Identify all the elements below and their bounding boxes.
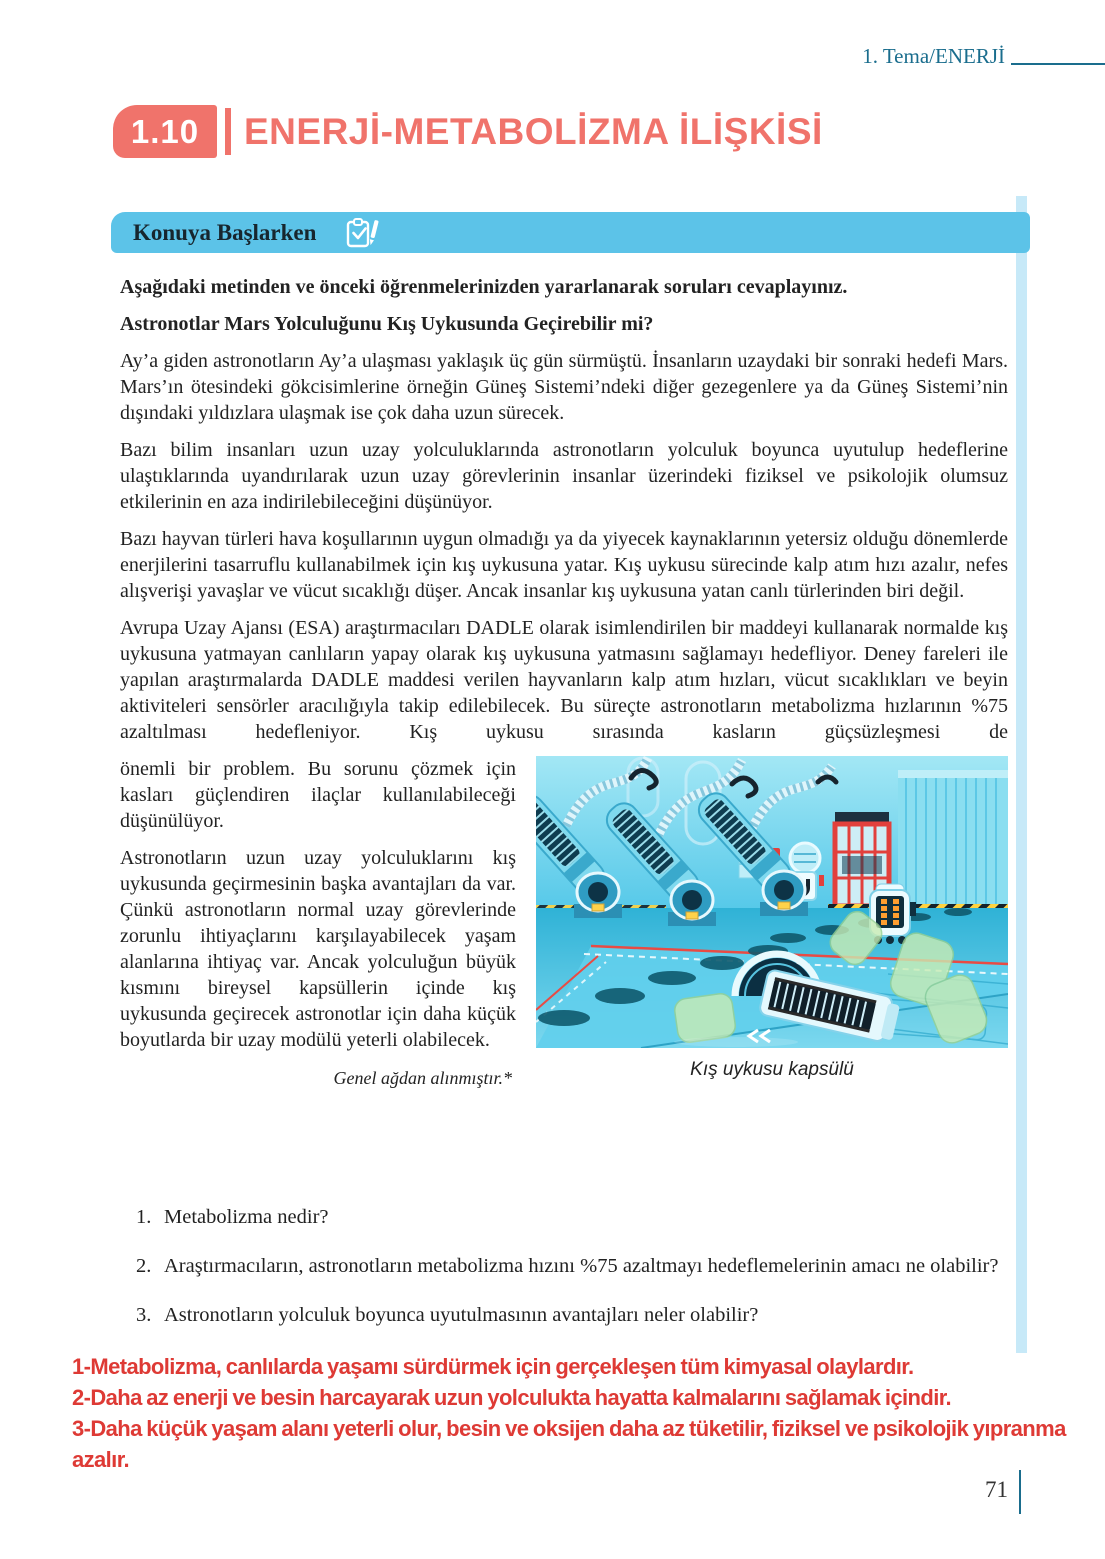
question-text: Astronotların yolculuk boyunca uyutulmasının avantajları neler olabilir? [164,1304,759,1326]
paragraph-3: Bazı hayvan türleri hava koşullarının uygun olmadığı ya da yiyecek kaynaklarının yetersiz olduğu dönemlerde enerjilerini tasarruflu kullanabilmek için kış uykusuna yatar. Kış uykusu sürecinde kalp atım hızı azalır, nefes alışverişi yavaşlar ve vücut sıcaklığı düşer. Ancak insanlar kış uykusuna yatan canlı türlerinden biri değil. [120,528,1008,602]
questions-list [136,1204,1012,1351]
question-item [136,1204,1012,1231]
question-item [136,1302,1012,1329]
article-body [120,274,1008,1091]
paragraph-1: Ay’a giden astronotların Ay’a ulaşması yaklaşık üç gün sürmüştü. İnsanların uzaydaki bir sonraki hedefi Mars. Mars’ın ötesindeki gökcisimlerine örneğin Güneş Sistemi’ndeki diğer gezegenlere ya da Güneş Sistemi’nin dışındaki yıldızlara ulaşmak ise çok daha uzun sürecek. [120,350,1008,424]
section-number-badge: 1.10 [113,105,217,158]
figure-hibernation-lab [536,756,1008,1083]
question-text: Metabolizma nedir? [164,1206,329,1228]
banner-label: Konuya Başlarken [133,219,317,245]
page-number-rule [1019,1470,1021,1514]
theme-label: 1. Tema/ENERJİ [862,44,1005,68]
answer-line: 1-Metabolizma, canlılarda yaşamı sürdürmek için gerçekleşen tüm kimyasal olaylardır. [72,1354,914,1379]
article-title: Astronotlar Mars Yolculuğunu Kış Uykusunda Geçirebilir mi? [120,313,654,335]
intro-text: Aşağıdaki metinden ve önceki öğrenmelerinizden yararlanarak soruları cevaplayınız. [120,276,848,298]
page-number: 71 [985,1477,1008,1502]
headline-divider [225,108,231,155]
side-stripe [1016,196,1027,1353]
answer-line: 3-Daha küçük yaşam alanı yeterli olur, besin ve oksijen daha az tüketilir, fiziksel ve psikolojik yıpranma azalır. [72,1416,1066,1472]
source-note: Genel ağdan alınmıştır.* [333,1068,512,1088]
paragraph-2: Bazı bilim insanları uzun uzay yolculuklarında astronotların yolculuk boyunca uyutulup hedeflerine ulaştıklarında uyandırılarak uzun uzay görevlerinin insanlar üzerindeki fiziksel ve psikolojik olumsuz etkilerinin en aza indirilebileceğini düşünüyor. [120,439,1008,513]
text-image-row [120,756,1008,1091]
paragraph-4: Avrupa Uzay Ajansı (ESA) araştırmacıları DADLE olarak isimlendirilen bir maddeyi kullanarak normalde kış uykusuna yatmayan canlıların yapay olarak kış uykusuna yatmasını sağlamayı hedefliyor. Deney fareleri ile yapılan araştırmalarda DADLE maddesi verilen hayvanların kalp atım hızları, vücut sıcaklıkları ve beyin aktiviteleri sensörler aracılığıyla takip edilebilecek. Bu süreçte astronotların metabolizma hızlarının %75 azaltılması hedefleniyor. Kış uykusu sırasında kasların güçsüzleşmesi de [120,617,1008,743]
theme-rule [1011,63,1105,65]
page-title: ENERJİ-METABOLİZMA İLİŞKİSİ [244,110,823,152]
question-number: 2. [136,1255,152,1277]
section-headline [113,105,823,158]
question-number: 3. [136,1304,152,1326]
question-text: Araştırmacıların, astronotların metabolizma hızını %75 azaltmayı hedeflemelerinin amacı ne olabilir? [164,1255,999,1277]
wrapped-text-column [120,756,516,1091]
answers-overlay [72,1351,1102,1475]
paragraph-4-continued: önemli bir problem. Bu sorunu çözmek için kasları güçlendiren ilaçlar kullanılabileceği düşünülüyor. [120,758,516,832]
question-item [136,1253,1012,1280]
paragraph-5: Astronotların uzun uzay yolculuklarını kış uykusunda geçirmesinin başka avantajları da var. Çünkü astronotların normal uzay görevlerinde zorunlu ihtiyaçlarını karşılayabilecek yaşam alanlarına ihtiyaç var. Ancak yolculuğun büyük kısmını bireysel kapsüllerin içinde kış uykusunda geçirecek astronotlar için daha küçük boyutlarda bir uzay modülü yeterli olabilecek. [120,847,516,1051]
clipboard-check-icon [344,217,380,249]
question-number: 1. [136,1206,152,1228]
hibernation-lab-illustration [536,756,1008,1048]
image-caption: Kış uykusu kapsülü [690,1059,854,1080]
answer-line: 2-Daha az enerji ve besin harcayarak uzun yolculukta hayatta kalmalarını sağlamak içindir. [72,1385,951,1410]
topic-banner [111,212,1030,253]
